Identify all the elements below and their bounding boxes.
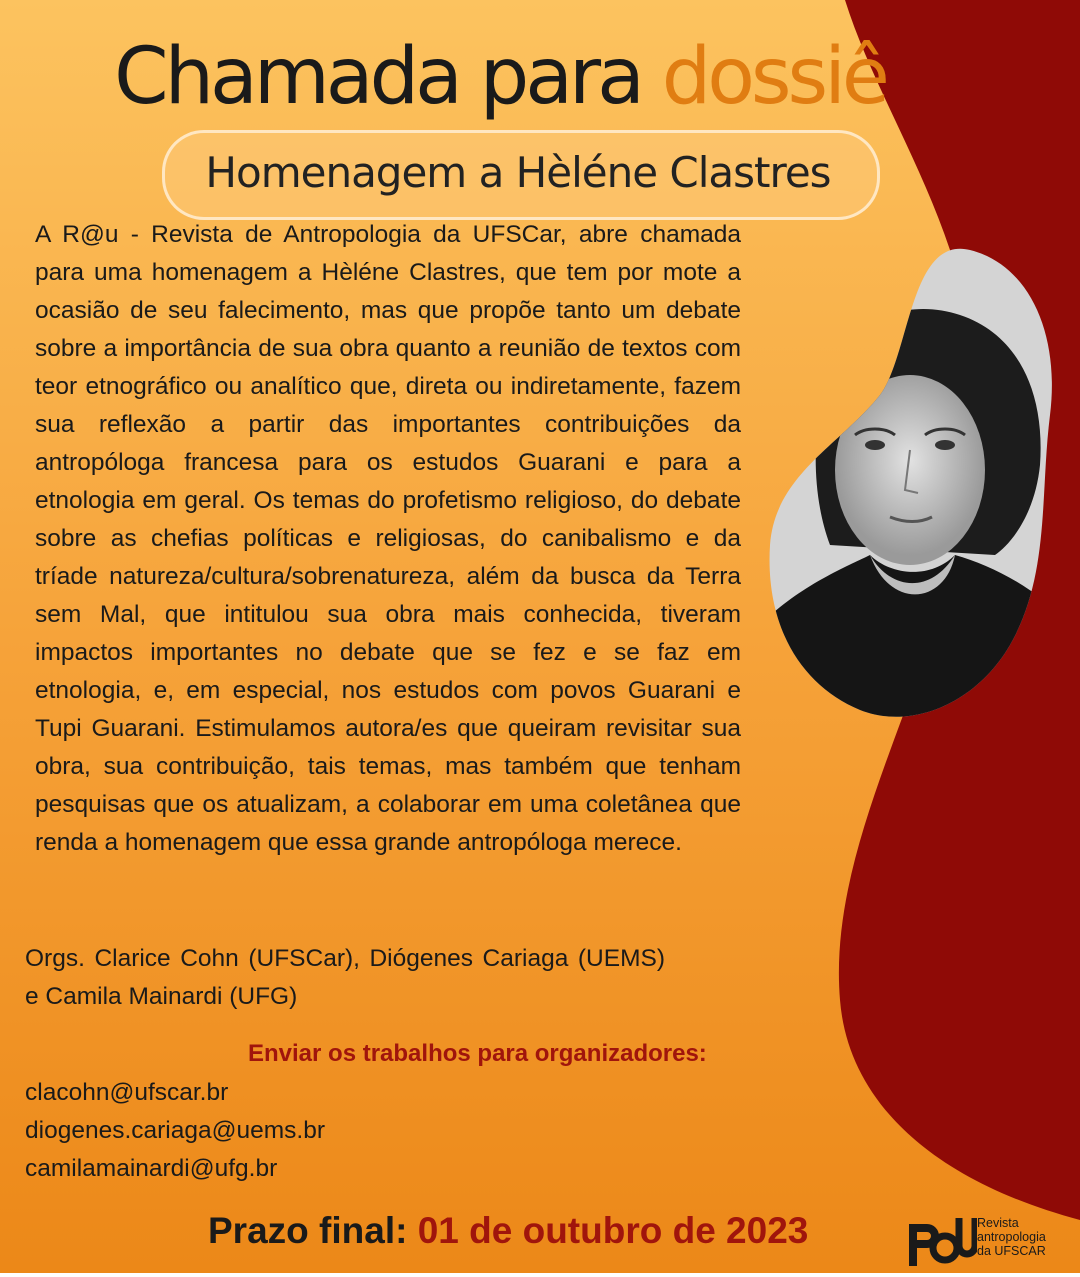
submission-label: Enviar os trabalhos para organizadores: — [248, 1040, 707, 1067]
deadline-label: Prazo final: — [208, 1210, 408, 1251]
email-list — [25, 1074, 325, 1188]
page-title: Chamada para dossiê — [114, 32, 886, 122]
logo-text-1: Revista — [977, 1216, 1019, 1230]
rau-logo-icon — [905, 1212, 977, 1272]
face — [835, 375, 985, 565]
organizers-text: Orgs. Clarice Cohn (UFSCar), Diógenes Cariaga (UEMS) e Camila Mainardi (UFG) — [25, 945, 665, 1010]
call-description: A R@u - Revista de Antropologia da UFSCar, abre chamada para uma homenagem a Hèléne Clastres, que tem por mote a ocasião de seu falecimento, mas que propõe tanto um debate sobre a importância de sua obra quanto a reunião de textos com teor etnográfico ou analítico que, direta ou indiretamente, fazem sua reflexão a partir das importantes contribuições da antropóloga francesa para os estudos Guarani e para a etnologia em geral. Os temas do profetismo religioso, do debate sobre as chefias políticas e religiosas, do canibalismo e da tríade natureza/cultura/sobrenatureza, além da busca da Terra sem Mal, que intitulou sua obra mais conhecida, tiveram impactos importantes no debate que se fez e se faz em etnologia, e, em especial, nos estudos com povos Guarani e Tupi Guarani. Estimulamos autora/es que queiram revisitar sua obra, sua contribuição, tais temas, mas também que tenham pesquisas que os atualizam, a colaborar em uma coletânea que renda a homenagem que essa grande antropóloga merece. — [35, 221, 741, 856]
logo-text-3: da UFSCAR — [977, 1244, 1046, 1258]
journal-logo — [905, 1212, 1080, 1272]
title-accent: dossiê — [661, 32, 886, 122]
deadline-date: 01 de outubro de 2023 — [417, 1210, 809, 1251]
email-link[interactable]: clacohn@ufscar.br — [25, 1079, 229, 1106]
portrait-photo — [760, 245, 1060, 725]
email-link[interactable]: camilamainardi@ufg.br — [25, 1155, 278, 1182]
deadline — [208, 1210, 808, 1252]
logo-text-2: antropologia — [977, 1230, 1046, 1244]
email-link[interactable]: diogenes.cariaga@uems.br — [25, 1117, 325, 1144]
subtitle: Homenagem a Hèléne Clastres — [205, 148, 831, 197]
